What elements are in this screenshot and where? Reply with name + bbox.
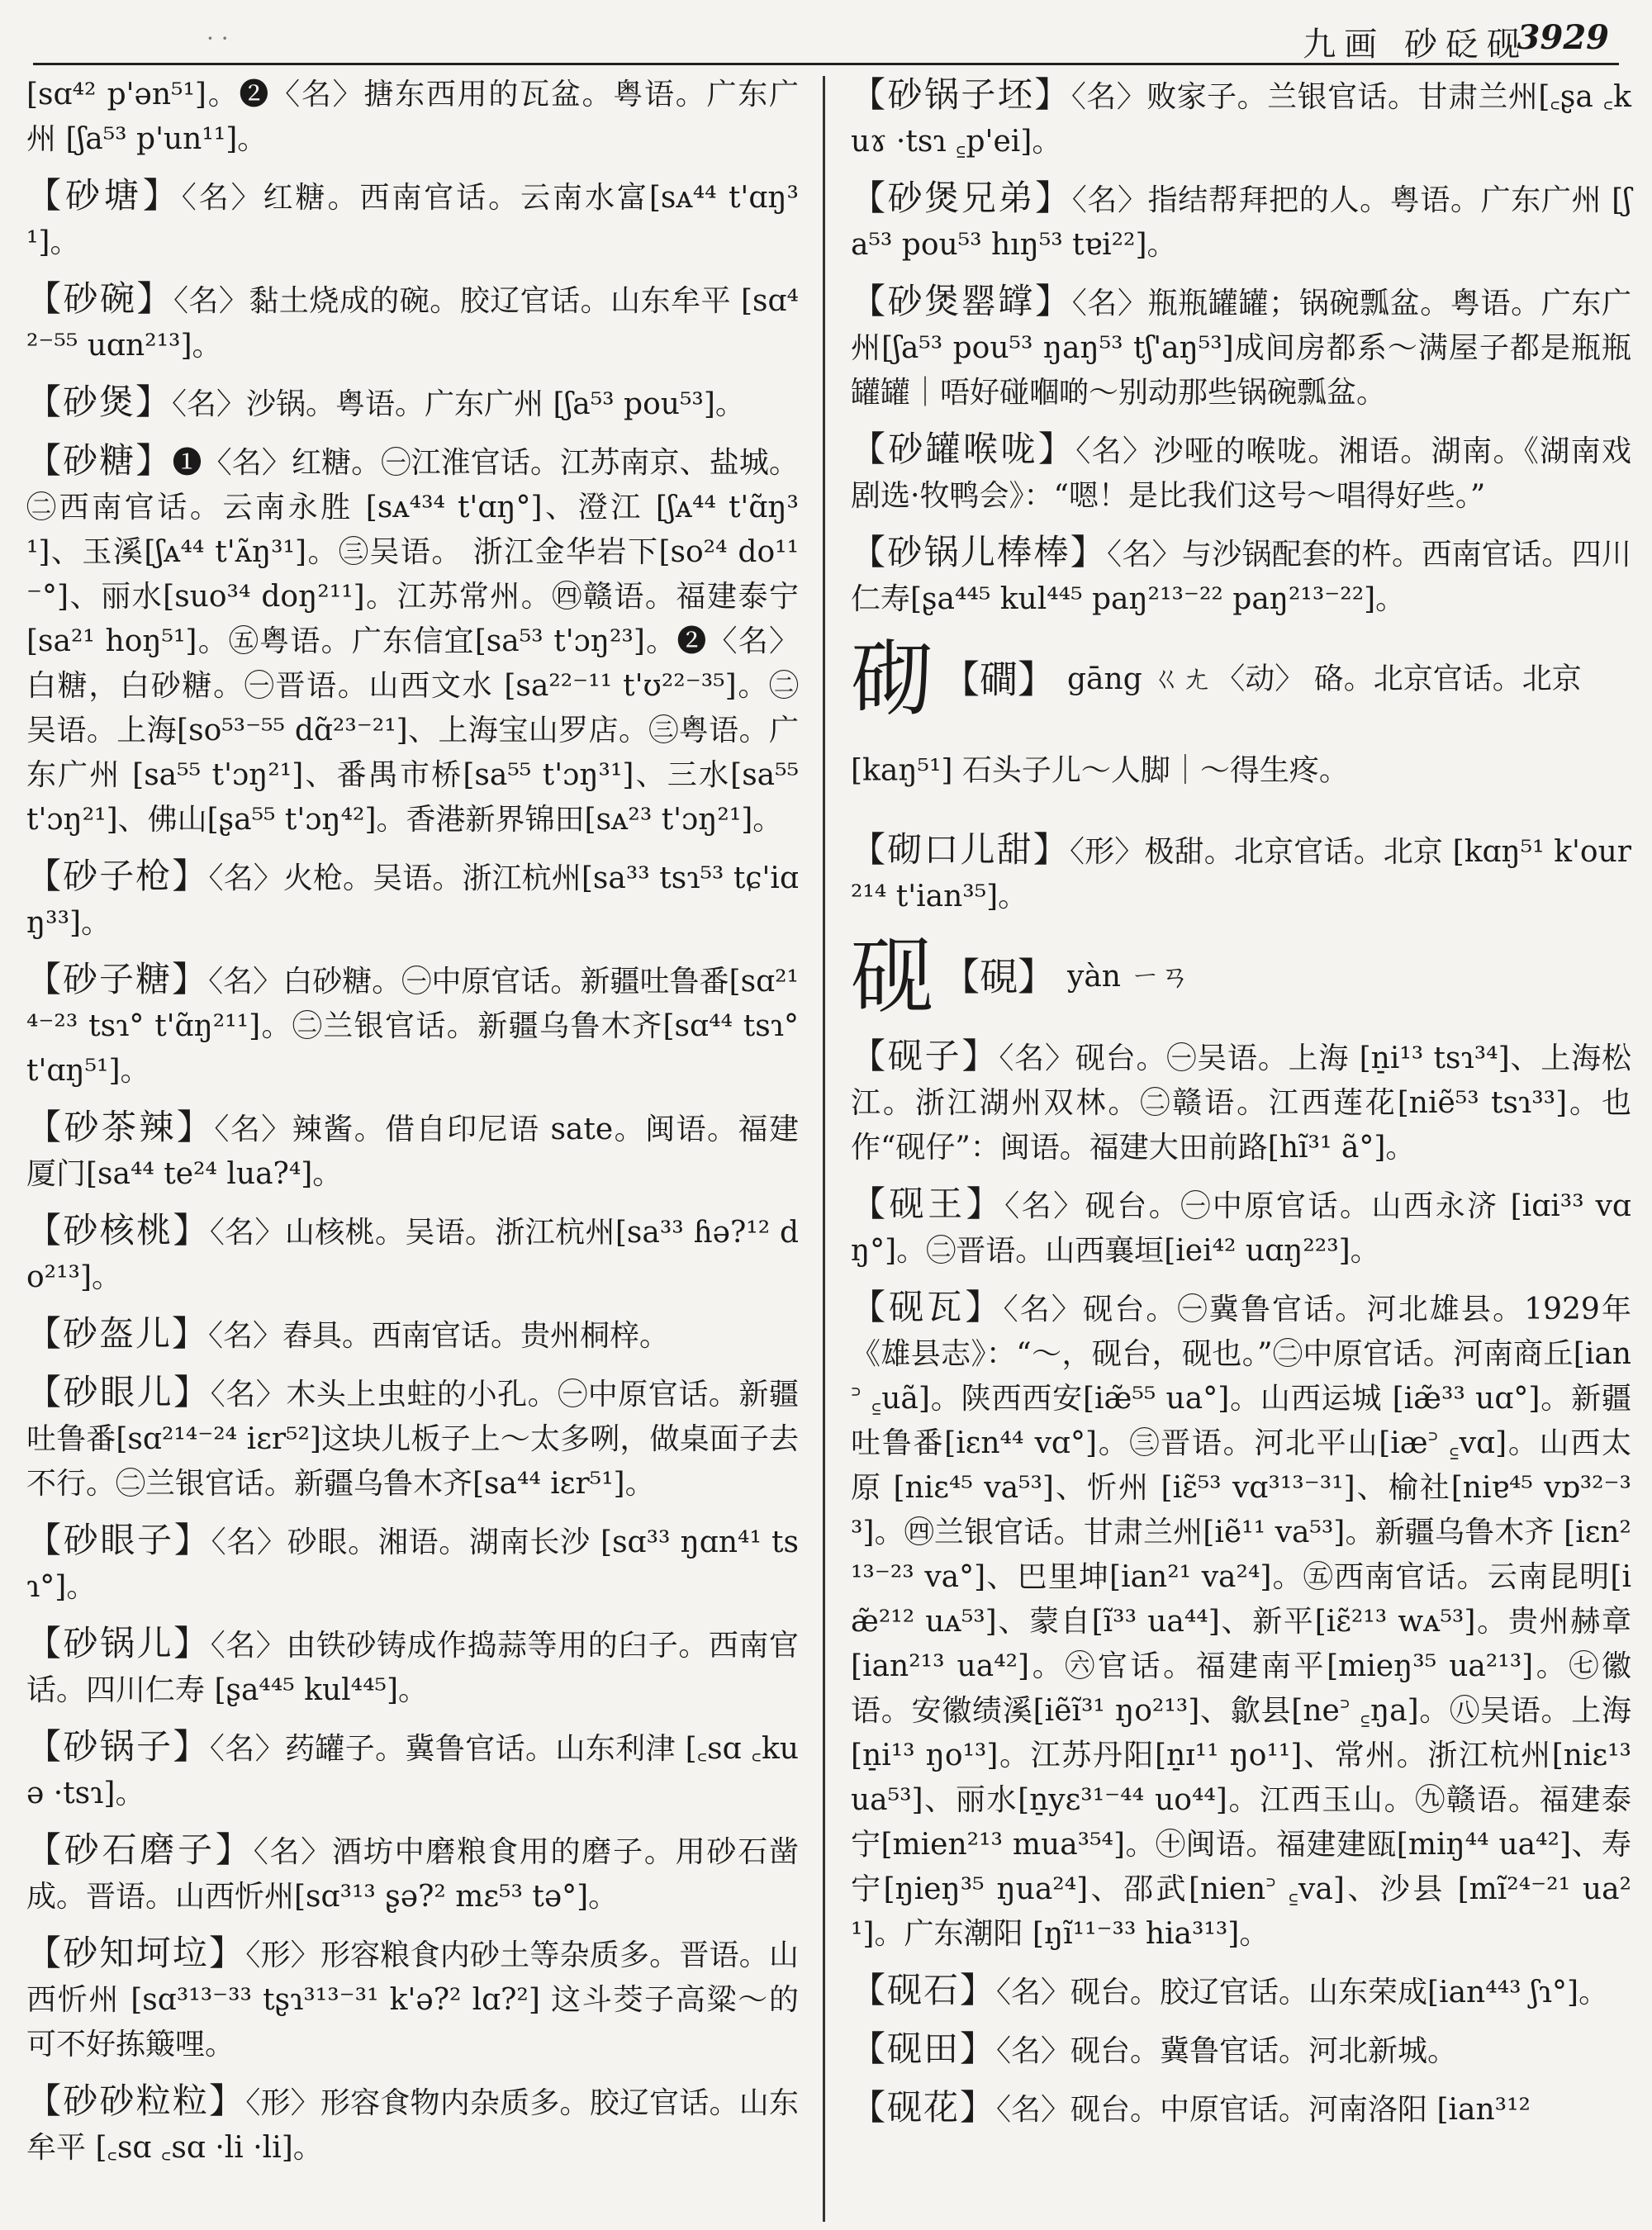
dictionary-entry bbox=[851, 1968, 1631, 2015]
entry-headword: 【砂糖】 bbox=[26, 440, 173, 481]
dictionary-entry bbox=[851, 73, 1631, 164]
dictionary-entry bbox=[851, 828, 1631, 919]
entry-definition: 〈名〉指结帮拜把的人。粤语。广东广州 [ʃa⁵³ pou⁵³ hıŋ⁵³ tɐi²²]。 bbox=[851, 183, 1631, 262]
entry-headword: 【砂锅儿棒棒】 bbox=[851, 532, 1108, 572]
headchar-gang: 砌 bbox=[851, 630, 933, 728]
entry-headword: 【砂煲罂罉】 bbox=[851, 281, 1072, 321]
entry-headword: 【砚子】 bbox=[851, 1035, 999, 1076]
dictionary-entry bbox=[26, 2079, 799, 2171]
dictionary-entry bbox=[26, 1208, 799, 1300]
entry-headword: 【砂知坷垃】 bbox=[26, 1933, 246, 1973]
entry-headword: 【砂塘】 bbox=[26, 175, 182, 216]
dictionary-entry bbox=[26, 1312, 799, 1359]
dictionary-entry bbox=[851, 1034, 1631, 1170]
dictionary-entry bbox=[26, 439, 799, 842]
entry-headword: 【砂子枪】 bbox=[26, 856, 209, 896]
entry-definition: 〈名〉木头上虫蛀的小孔。㊀中原官话。新疆吐鲁番[sɑ²¹⁴⁻²⁴ iɛr⁵²]这块儿板子上～太多咧，做桌面子去不行。㊁兰银官话。新疆乌鲁木齐[sa⁴⁴ iɛr⁵¹]。 bbox=[26, 1378, 799, 1501]
right-entries-group-1 bbox=[851, 73, 1631, 622]
entry-definition: 〈名〉药罐子。冀鲁官话。山东利津 [꜀sɑ ꜀kuə ·tsɿ]。 bbox=[26, 1732, 799, 1810]
entry-definition: 〈名〉砚台。冀鲁官话。河北新城。 bbox=[996, 2033, 1458, 2068]
entry-definition: 〈名〉砂眼。湘语。湖南长沙 [sɑ³³ ŋɑn⁴¹ tsɿ°]。 bbox=[26, 1525, 799, 1604]
headchar-gang-definition: 〈动〉 硌。北京官话。北京[kaŋ⁵¹] 石头子儿～人脚｜～得生疼。 bbox=[851, 662, 1582, 787]
dictionary-entry bbox=[26, 1105, 799, 1197]
entry-definition: 〈名〉火枪。吴语。浙江杭州[sa³³ tsɿ⁵³ tɕ'iɑŋ³³]。 bbox=[26, 861, 799, 940]
entry-headword: 【砂砂粒粒】 bbox=[26, 2081, 246, 2121]
dictionary-entry bbox=[26, 1621, 799, 1713]
page-header bbox=[0, 0, 1652, 64]
char-head-yan bbox=[851, 928, 1631, 1025]
entry-headword: 【砂眼儿】 bbox=[26, 1372, 211, 1412]
entry-definition: 〈形〉形容粮食内砂土等杂质多。晋语。山西忻州 [sɑ³¹³⁻³³ tʂɿ³¹³⁻³¹ k'ə?² lɑ?²] 这斗茭子高粱～的可不好拣簸哩。 bbox=[26, 1938, 799, 2062]
entry-definition: 〈名〉与沙锅配套的杵。西南官话。四川仁寿[ʂa⁴⁴⁵ kul⁴⁴⁵ paŋ²¹³⁻²² paŋ²¹³⁻²²]。 bbox=[851, 538, 1631, 616]
entry-definition: 〈名〉沙哑的喉咙。湘语。湖南。《湖南戏剧选·牧鸭会》：“嗯！是比我们这号～唱得好些。” bbox=[851, 434, 1631, 513]
entry-definition: 〈名〉辣酱。借自印尼语 sate。闽语。福建厦门[sa⁴⁴ te²⁴ lua?⁴]。 bbox=[26, 1113, 799, 1191]
header-rule bbox=[33, 63, 1619, 65]
dictionary-entry bbox=[26, 1828, 799, 1919]
entry-definition: 〈名〉瓶瓶罐罐；锅碗瓢盆。粤语。广东广州[ʃa⁵³ pou⁵³ ŋaŋ⁵³ tʃ'aŋ⁵³]成间房都系～满屋子都是瓶瓶罐罐｜唔好碰嗰啲～别动那些锅碗瓢盆。 bbox=[851, 287, 1631, 410]
dictionary-entry bbox=[26, 1725, 799, 1816]
page-title: 九画 砂砭砚 bbox=[1303, 26, 1528, 64]
entry-headword: 【砂锅子】 bbox=[26, 1726, 210, 1767]
entry-headword: 【砂锅子坯】 bbox=[851, 74, 1071, 115]
entry-headword: 【砚石】 bbox=[851, 1969, 997, 2010]
dictionary-entry bbox=[851, 427, 1631, 519]
dictionary-entry bbox=[26, 957, 799, 1094]
entry-headword: 【砂盔儿】 bbox=[26, 1313, 209, 1354]
dictionary-entry bbox=[851, 530, 1631, 622]
headchar-gang-pronunciation: gāng ㄍㄤ bbox=[1067, 662, 1212, 696]
entry-definition: 〈名〉白砂糖。㊀中原官话。新疆吐鲁番[sɑ²¹⁴⁻²³ tsɿ° t'ɑ̃ŋ²¹¹]。㊁兰银官话。新疆乌鲁木齐[sɑ⁴⁴ tsɿ° t'ɑŋ⁵¹]。 bbox=[26, 965, 799, 1088]
entry-definition: 〈名〉砚台。㊀中原官话。山西永济 [iɑi³³ vɑŋ°]。㊁晋语。山西襄垣[iei⁴² uɑŋ²²³]。 bbox=[851, 1189, 1631, 1268]
dictionary-entry bbox=[26, 277, 799, 368]
entry-definition: 〈名〉败家子。兰银官话。甘肃兰州[꜀ʂa ꜀kuɤ ·tsɿ ꜁p'ei]。 bbox=[851, 80, 1631, 159]
dictionary-entry bbox=[26, 1931, 799, 2067]
dictionary-entry bbox=[26, 380, 799, 427]
entry-definition: 〈名〉酒坊中磨粮食用的磨子。用砂石凿成。晋语。山西忻州[sɑ³¹³ ʂə?² mɛ⁵³ tə°]。 bbox=[26, 1835, 799, 1914]
right-column bbox=[851, 73, 1631, 2222]
entry-definition: 〈名〉红糖。西南官话。云南水富[sᴀ⁴⁴ t'ɑŋ³¹]。 bbox=[26, 181, 799, 259]
header-mark: · · bbox=[206, 25, 229, 52]
char-head-gang bbox=[851, 630, 1631, 816]
dictionary-entry bbox=[26, 1518, 799, 1610]
dictionary-entry bbox=[26, 173, 799, 265]
entry-headword: 【砂石磨子】 bbox=[26, 1829, 254, 1870]
right-entries-group-2 bbox=[851, 828, 1631, 919]
entry-headword: 【砂煲兄弟】 bbox=[851, 178, 1072, 218]
entry-definition: 〈名〉由铁砂铸成作捣蒜等用的臼子。西南官话。四川仁寿 [ʂa⁴⁴⁵ kul⁴⁴⁵]。 bbox=[26, 1629, 799, 1707]
entry-definition: 〈名〉黏土烧成的碗。胶辽官话。山东牟平 [sɑ⁴²⁻⁵⁵ uɑn²¹³]。 bbox=[26, 284, 799, 363]
headchar-yan-pronunciation: yàn ㄧㄢ bbox=[1067, 959, 1190, 994]
entry-headword: 【砚花】 bbox=[851, 2086, 997, 2128]
headchar-yan-traditional: 【硯】 bbox=[942, 954, 1056, 999]
left-column bbox=[26, 73, 799, 2222]
entry-headword: 【砂茶辣】 bbox=[26, 1107, 215, 1147]
entry-headword: 【砂罐喉咙】 bbox=[851, 429, 1076, 469]
entry-headword: 【砂碗】 bbox=[26, 278, 173, 319]
entry-definition: 〈名〉砚台。㊀冀鲁官话。河北雄县。1929年《雄县志》：“～，砚台，砚也。”㊁中原官话。河南商丘[ian꜄ ꜁uã]。陕西西安[iæ̃⁵⁵ ua°]。山西运城 [iæ̃³³ uɑ°]。新疆吐鲁番[iɛn⁴⁴ vɑ°]。㊂晋语。河北平山[iæ꜄ ꜁vɑ]。山西太原 [niɛ⁴⁵ va⁵³]、忻州 [iɛ̃⁵³ vɑ³¹³⁻³¹]、榆社[niɐ⁴⁵ vɒ³²⁻³³]。㊃兰银官话。甘肃兰州[iẽ¹¹ va⁵³]。新疆乌鲁木齐 [iɛn²¹³⁻²³ va°]、巴里坤[ian²¹ va²⁴]。㊄西南官话。云南昆明[iæ̃²¹² uᴀ⁵³]、蒙自[ĩ³³ ua⁴⁴]、新平[iɛ̃²¹³ wᴀ⁵³]。贵州赫章 [ian²¹³ ua⁴²]。㊅官话。福建南平[mieŋ³⁵ ua²¹³]。㊆徽语。安徽绩溪[iẽĩ³¹ ŋo²¹³]、歙县[ne꜄ ꜁ŋa]。㊇吴语。上海[n̠i¹³ ŋo¹³]。江苏丹阳[n̠ɪ¹¹ ŋo¹¹]、常州。浙江杭州[niɛ¹³ ua⁵³]、丽水[n̠yɛ³¹⁻⁴⁴ uo⁴⁴]。江西玉山。㊈赣语。福建泰宁[mien²¹³ mua³⁵⁴]。㊉闽语。福建建瓯[miŋ⁴⁴ ua⁴²]、寿宁[ŋieŋ³⁵ ŋua²⁴]、邵武[nien꜄ ꜁va]、沙县 [mĩ²⁴⁻²¹ ua²¹]。广东潮阳 [ŋĩ¹¹⁻³³ hia³¹³]。 bbox=[851, 1292, 1631, 1951]
entry-headword: 【砚田】 bbox=[851, 2028, 997, 2069]
right-entries-group-3 bbox=[851, 1034, 1631, 2133]
entry-headword: 【砌口儿甜】 bbox=[851, 829, 1070, 870]
dictionary-entry bbox=[26, 854, 799, 946]
entry-definition: 〈名〉山核桃。吴语。浙江杭州[sa³³ ɦə?¹² do²¹³]。 bbox=[26, 1216, 799, 1294]
entry-definition: 〈名〉砚台。中原官话。河南洛阳 [ian³¹² bbox=[996, 2092, 1531, 2127]
entry-definition: 〈名〉沙锅。粤语。广东广州 [ʃa⁵³ pou⁵³]。 bbox=[172, 387, 745, 421]
entry-definition: 〈形〉形容食物内杂质多。胶辽官话。山东牟平 [꜀sɑ ꜀sɑ ·li ·li]。 bbox=[26, 2086, 799, 2165]
page-number: 3929 bbox=[1517, 18, 1609, 57]
dictionary-entry bbox=[851, 1182, 1631, 1274]
entry-definition: 〈名〉砚台。胶辽官话。山东荣成[ian⁴⁴³ ʃɿ°]。 bbox=[996, 1975, 1609, 2009]
entry-definition: [sɑ⁴² p'ən⁵¹]。❷〈名〉搪东西用的瓦盆。粤语。广东广州 [ʃa⁵³ p'un¹¹]。 bbox=[26, 78, 799, 156]
entry-headword: 【砂眼子】 bbox=[26, 1520, 211, 1560]
entry-definition: ❶〈名〉红糖。㊀江淮官话。江苏南京、盐城。㊁西南官话。云南永胜 [sᴀ⁴³⁴ t'ɑŋ°]、澄江 [ʃᴀ⁴⁴ t'ɑ̃ŋ³¹]、玉溪[ʃᴀ⁴⁴ t'ᴀ̃ŋ³¹]。㊂吴语。 浙江金华岩下[so²⁴ do¹¹⁻°]、丽水[suo³⁴ doŋ²¹¹]。江苏常州。㊃赣语。福建泰宁[sa²¹ hoŋ⁵¹]。㊄粤语。广东信宜[sa⁵³ t'ɔŋ²³]。❷〈名〉白糖，白砂糖。㊀晋语。山西文水 [sa²²⁻¹¹ t'ʊ²²⁻³⁵]。㊁吴语。上海[so⁵³⁻⁵⁵ dɑ̃²³⁻²¹]、上海宝山罗店。㊂粤语。广东广州 [sa⁵⁵ t'ɔŋ²¹]、番禺市桥[sa⁵⁵ t'ɔŋ³¹]、三水[sa⁵⁵ t'ɔŋ²¹]、佛山[ʂa⁵⁵ t'ɔŋ⁴²]。香港新界锦田[sᴀ²³ t'ɔŋ²¹]。 bbox=[26, 446, 799, 837]
dictionary-entry bbox=[26, 1370, 799, 1506]
entry-headword: 【砂子糖】 bbox=[26, 959, 209, 999]
headchar-yan: 砚 bbox=[851, 928, 933, 1025]
dictionary-entry bbox=[851, 2085, 1631, 2133]
entry-headword: 【砂核桃】 bbox=[26, 1210, 210, 1250]
entry-headword: 【砂锅儿】 bbox=[26, 1623, 211, 1663]
entry-headword: 【砂煲】 bbox=[26, 382, 173, 422]
dictionary-entry bbox=[26, 73, 799, 162]
entry-definition: 〈名〉砚台。㊀吴语。上海 [n̠i¹³ tsɿ³⁴]、上海松江。浙江湖州双林。㊁赣语。江西莲花[niẽ⁵³ tsɿ³³]。也作“砚仔”：闽语。福建大田前路[hĩ³¹ ã°]。 bbox=[851, 1041, 1631, 1165]
dictionary-entry bbox=[851, 176, 1631, 268]
entry-headword: 【砚王】 bbox=[851, 1183, 1005, 1224]
entry-definition: 〈形〉极甜。北京官话。北京 [kɑŋ⁵¹ k'our²¹⁴ t'ian³⁵]。 bbox=[851, 835, 1631, 913]
dictionary-entry bbox=[851, 1285, 1631, 1957]
entry-headword: 【砚瓦】 bbox=[851, 1286, 1004, 1327]
column-divider bbox=[823, 76, 825, 2222]
dictionary-entry bbox=[851, 279, 1631, 415]
headchar-gang-traditional: 【磵】 bbox=[942, 657, 1056, 702]
dictionary-entry bbox=[851, 2027, 1631, 2074]
entry-definition: 〈名〉舂具。西南官话。贵州桐梓。 bbox=[208, 1319, 670, 1353]
